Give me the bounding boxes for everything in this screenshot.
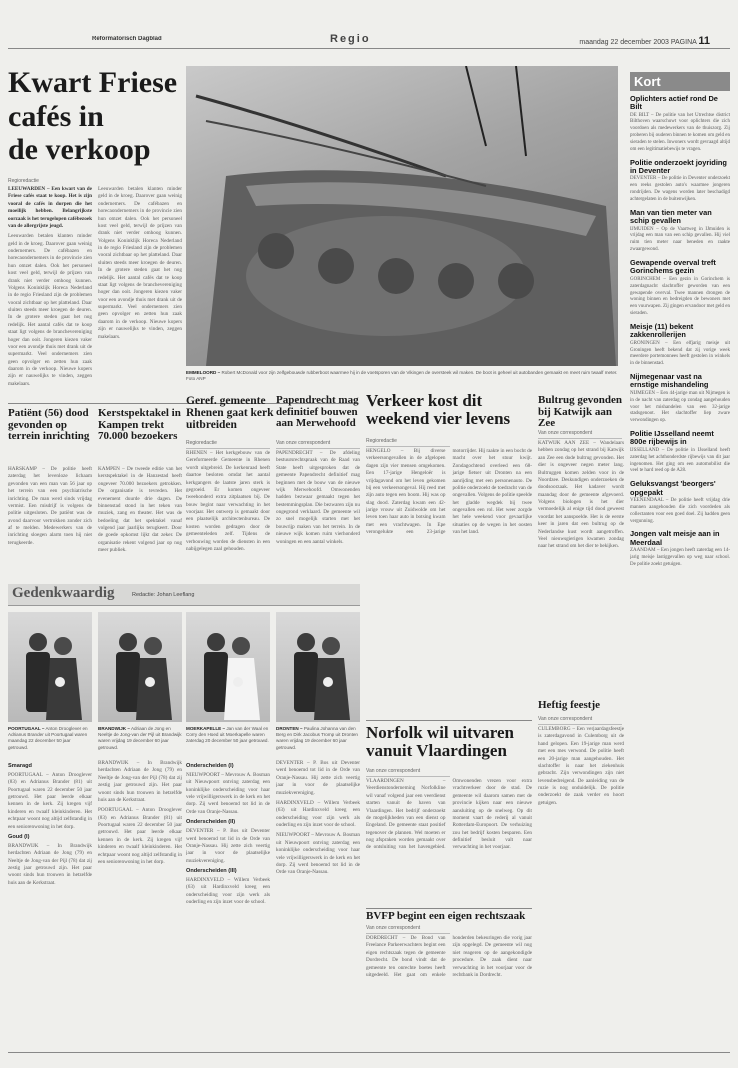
verkeer-headline: Verkeer kost dit weekend vier levens [366,392,511,428]
kort-item [630,530,730,568]
gedenk-body-smaragd: POORTUGAAL – Anton Drooglever (83) en Adrianus Brander (81) uit Poortugaal waren 22 december 50 jaar getrouwd. Het paar leerde elkaar kennen in de kerk. Zij kregen vijf kinderen en twaalf kleinkinderen. Het echtpaar woont nog altijd zelfstandig in een seniorenwoning in het dorp. [8,771,92,830]
gedenk-sub-onderscheiden3: Onderscheiden (III) [186,868,237,874]
verkeer-body: HENGELO – Bij diverse verkeersongevallen in de afgelopen dagen zijn vier mensen omgekomen. Een 17-jarige Hengeloër is vrijdagavond om het leven gekomen bij een verkeersongeval. Hij reed met zijn auto tegen een boom. Hij was op slag dood. Zaterdag kwam een 42-jarige vrouw uit Zuidwolde om het leven toen haar auto in botsing kwam met een vrachtwagen. In Epe verongelukte een 23-jarige motorrijder. Hij raakte in een bocht de macht over het stuur kwijt. Zondagochtend overleed een 68-jarige fietser uit Dronten na een aanrijding met een personenauto. De politie onderzoekt de toedracht van de ongevallen. Volgens de politie speelde het gladde wegdek bij twee ongevallen een rol. Het weer zorgde het hele weekend voor gevaarlijke situaties op de wegen in het oosten van het land. [366,448,532,536]
boat-illustration [186,66,618,366]
bvfp-headline: BVFP begint een eigen rechtszaak [366,911,526,922]
kerst-headline: Kerstspektakel in Kampen trekt 70.000 bezoekers [98,408,181,443]
kort-item-body: DE BILT – De politie van het Utrechtse district Bilthoven waarschuwt voor oplichters die zich voordoen als medewerkers van de thuiszorg. Zij proberen bij ouderen binnen te komen om geld en sieraden te stelen. Inwoners wordt gevraagd altijd om een legitimatiebewijs te vragen. [630,112,730,153]
page-date [560,35,710,47]
wedding-caption [8,726,92,758]
wedding-photo [276,612,360,722]
kort-item-body: IJMUIDEN – Op de Vaartweg in IJmuiden is vrijdag een man van een schip gevallen. Hij viel ruim tien meter naar beneden en raakte zwaargewond. [630,226,730,253]
heftig-headline: Heftig feestje [538,700,600,711]
gedenk-sub-onderscheiden2: Onderscheiden (II) [186,819,236,826]
kort-item-title: Meisje (11) bekent zakkenrollerijen [630,322,694,340]
geref-headline: Geref. gemeente Rhenen gaat kerk uitbreiden [186,395,274,432]
kort-item-title: Jongen valt meisje aan in Meerdaal [630,529,720,547]
kort-item-body: GORINCHEM – Een gezin in Gorinchem is zaterdagnacht slachtoffer geworden van een gewapende overval. Twee mannen drongen de woning binnen en bedreigden de bewoners met een vuurwapen. Zij gingen ervandoor met geld en sieraden. [630,276,730,317]
cafes-headline [8,66,186,167]
gedenk-sub-onderscheiden1: Onderscheiden (I) [186,763,234,769]
cafes-body: Leeuwarden betalen klanten minder geld in de kroeg. Daarover gaan weinig ondernemers. De cafébazen en horecaondernemers in de provincie zien hun omzet dalen. Ook het personeel kost veel geld, terwijl de prijzen van drank niet verder omhoog kunnen. Volgens Koninklijk Horeca Nederland in de regio Friesland zijn de problemen vooral zichtbaar op het platteland. Daar sluiten steeds meer kroegen de deuren. In de grotere steden gaat het nog redelijk. Het aantal cafés dat te koop staat ligt volgens de branchevereniging hoger dan ooit. Jongeren kiezen vaker voor een avondje thuis met drank uit de supermarkt. Veel ondernemers zien geen opvolger en zetten hun zaak daarom in de verkoop. Nieuwe kopers zijn er nauwelijks te vinden, zeggen makelaars. [8,233,92,387]
gedenk-sub-smaragd: Smaragd [8,763,32,769]
heftig-byline: Van onze correspondent [538,716,622,725]
wedding-photo [8,612,92,722]
norfolk-headline: Norfolk wil uitvaren vanuit Vlaardingen [366,724,514,760]
kort-item-title: Politie onderzoekt joyriding in Deventer [630,157,727,176]
bultrug-headline: Bultrug gevonden bij Katwijk aan Zee [538,395,623,430]
patient-headline: Patiënt (56) dood gevonden op terrein inrichting [8,408,90,443]
gedenk-body-onderscheiden1-cont: NIEUWPOORT – Mevrouw A. Bosman uit Nieuwpoort ontving zaterdag een koninklijke onderscheiding voor haar vele vrijwilligerswerk in de kerk en het dorp. Zij werd benoemd tot lid in de Orde van Oranje-Nassau. [276,832,360,876]
section-title: Regio [330,33,371,45]
header-rule [8,48,730,49]
gedenk-body-onderscheiden3: HARDINXVELD – Willem Verbeek (63) uit Hardinxveld kreeg een onderscheiding voor zijn werk als ouderling en zijn inzet voor de school. [186,876,270,906]
norfolk-byline: Van onze correspondent [366,768,450,777]
papendrecht-byline: Van onze correspondent [276,440,360,449]
kort-item [630,430,730,475]
main-photo-caption [186,370,618,388]
gedenk-body-goud1-cont: BRANDWIJK – In Brandwijk herdachten Adriaan de Jong (79) en Neeltje de Jong-van der Pijl (78) dat zij zestig jaar getrouwd zijn. Het paar woont sinds hun trouwen in hetzelfde huis aan de Kerkstraat. [98,760,182,803]
gedenk-col4 [276,760,360,1060]
wedding-caption-place: BRANDWIJK – [98,726,130,731]
kort-item [630,480,730,525]
bvfp-byline: Van onze correspondent [366,925,450,934]
papendrecht-headline: Papendrecht mag definitief bouwen aan Merwehoofd [276,395,359,430]
gedenk-sub-goud1: Goud (I) [8,833,30,840]
kort-item [630,373,730,425]
page-number: 11 [698,35,710,47]
cafes-headline-line3: de verkoop [8,133,151,167]
kort-item [630,323,730,368]
kort-item-title: Geluksvangst 'beorgers' opgepakt [630,479,716,497]
kort-item-title: Gewapende overval treft Gorinchems gezin [630,258,716,276]
kort-item [630,209,730,254]
bultrug-body: KATWIJK AAN ZEE – Wandelaars hebben zondag op het strand bij Katwijk aan Zee een dode bultrug gevonden. Het dier is ongeveer negen meter lang. Bultruggen komen zelden voor in de Noordzee. Deskundigen onderzoeken de doodsoorzaak. Het kadaver wordt maandag door de gemeente afgevoerd. Volgens biologen is het dier vermoedelijk al enige tijd dood geweest voordat het aanspoelde. Het is de eerste keer in jaren dat een bultrug op de Nederlandse kust wordt aangetroffen. Veel nieuwsgierigen kwamen zondag naar het strand om het dier te bekijken. [538,440,624,550]
wedding-caption-text: Paulina Johanna van den Berg en Dirk Jacobus Tromp uit Dronten waren vrijdag 19 december 60 jaar getrouwd. [276,726,358,750]
gedenk-title: Gedenkwaardig [12,585,115,601]
gedenk-col2 [98,760,182,1060]
kort-item-body: NIJMEGEN – Een 44-jarige man uit Nijmegen is in de nacht van zaterdag op zondag aangehouden voor het mishandelen van een 32-jarige stadsgenoot. Het slachtoffer liep zware verwondingen op. [630,390,730,424]
wedding-caption-text: Adriaan de Jong en Neeltje de Jong-van der Pijl uit Brandwijk waren vrijdag 19 december 60 jaar getrouwd. [98,726,182,750]
main-photo [186,66,618,366]
gedenk-col1 [8,760,92,1060]
kort-item-body: DEVENTER – De politie in Deventer onderzoekt een reeks gestolen auto's waarmee jongeren rondrijden. De wagens worden later beschadigd achtergelaten in de buitenwijken. [630,176,730,203]
verkeer-byline: Regioredactie [366,438,450,447]
gedenk-col3 [186,760,270,1060]
kort-item-title: Politie IJsselland neemt 800e rijbewijs in [630,429,714,447]
papendrecht-body: PAPENDRECHT – De afdeling bestuursrechtspraak van de Raad van State heeft uitgesproken dat de gemeente Papendrecht definitief mag beginnen met de bouw van de nieuwe wijk Merwehoofd. Omwonenden hadden bezwaar gemaakt tegen het bestemmingsplan. Die bezwaren zijn nu ongegrond verklaard. De gemeente wil zo snel mogelijk starten met het bouwrijp maken van het terrein. In de nieuwe wijk komen ruim vierhonderd woningen en een aantal winkels. [276,450,360,545]
wedding-photo [98,612,182,722]
kort-bar: Kort [630,72,730,91]
kort-item-title: Oplichters actief rond De Bilt [630,94,718,112]
kort-item-body: ZAANDAM – Een jongen heeft zaterdag een 14-jarig meisje lastiggevallen op weg naar school. De politie zoekt getuigen. [630,548,730,567]
cafes-byline: Regioredactie [8,178,39,184]
footer-rule [8,1052,730,1053]
wedding-caption-place: MOERKAPELLE – [186,726,226,731]
kort-item-body: IJSSELLAND – De politie in IJsselland heeft zaterdag het achthonderdste rijbewijs van dit jaar ingenomen. Het ging om een automobilist die veel te hard reed op de A28. [630,447,730,474]
kort-item [630,259,730,318]
wedding-caption-text: Anton Drooglever en Adrianus Brander uit Poortugaal waren maandag 22 december 50 jaar getrouwd. [8,726,88,750]
bultrug-byline: Van onze correspondent [538,430,622,439]
bvfp-body: DORDRECHT – De Bond van Freelance Parkeerwachters begint een eigen rechtszaak tegen de gemeente Dordrecht. De bond vindt dat de gemeente ten onrechte boetes heeft uitgedeeld. Het gaat om enkele honderden bekeuringen die vorig jaar zijn opgelegd. De gemeente wil nog niet reageren op de aangekondigde procedure. De zaak dient naar verwachting in het voorjaar voor de rechtbank in Dordrecht. [366,935,532,978]
kort-item-title: Nijmegenaar vast na ernstige mishandeling [630,372,709,390]
date-text: maandag 22 december 2003 [579,39,669,46]
gedenk-body-goud1: BRANDWIJK – In Brandwijk herdachten Adriaan de Jong (79) en Neeltje de Jong-van der Pijl (78) dat zij zestig jaar getrouwd zijn. Het paar woont sinds hun trouwen in hetzelfde huis aan de Kerkstraat. [8,842,92,886]
norfolk-rule [366,720,532,721]
gedenk-bar [8,584,360,606]
caption-text: Robert McDonald voor zijn zelfgebouwde rubberboot waarmee hij in de voetsporen van de Vikingen de oversteek wil maken. De boot is geheel uit autobanden gemaakt en meet ruim twaalf meter. Foto ANP [186,370,618,382]
kort-item-title: Man van tien meter van schip gevallen [630,208,712,226]
kort-item [630,95,730,154]
wedding-caption [186,726,270,758]
cafes-intro: LEEUWARDEN – Een kwart van de Friese cafés staat te koop. Het is zijn vooral de cafés in dorpen die het moeilijk hebben. Belangrijkste oorzaak is het terugelopen cafébezoek van de allergrijste jeugd. [8,186,92,229]
geref-byline: Regioredactie [186,440,270,449]
norfolk-body: VLAARDINGEN – Veerdienstonderneming Norfolkline wil vanaf volgend jaar een veerdienst starten vanuit de haven van Vlaardingen. Het bedrijf onderzoekt de mogelijkheden van een dienst op Engeland. De gemeente staat positief tegenover de plannen. Wel moeten er nog afspraken worden gemaakt over de ontsluiting van het havengebied. Omwonenden vrezen voor extra vrachtverkeer door de stad. De gemeente wil daarom samen met de provincie kijken naar een nieuwe aansluiting op de snelweg. Op dit moment vaart de rederij al vanuit Rotterdam-Europoort. De verhuizing zou het bedrijf kosten besparen. Een definitief besluit valt naar verwachting in het voorjaar. [366,778,532,851]
wedding-caption-text: Jan van der Waal en Corry den Hoed uit Moerkapelle waren zaterdag 20 december 50 jaar getrouwd. [186,726,269,744]
wedding-caption [276,726,360,758]
kort-list [630,90,730,1058]
geref-body: RHENEN – Het kerkgebouw van de Gereformeerde Gemeente in Rhenen wordt uitgebreid. De kerkenraad heeft daartoe besloten omdat het aantal kerkgangers de laatste jaren sterk is gegroeid. Er komen ongeveer tweehonderd extra zitplaatsen bij. De bouw begint naar verwachting in het voorjaar. Het ontwerp is gemaakt door een plaatselijk architectenbureau. De kosten worden gedragen door de gemeenteleden zelf. Tijdens de verbouwing worden de diensten in een nabijgelegen zaal gehouden. [186,450,270,552]
gedenk-body-smaragd-cont: POORTUGAAL – Anton Drooglever (83) en Adrianus Brander (81) uit Poortugaal waren 22 december 50 jaar getrouwd. Het paar leerde elkaar kennen in de kerk. Zij kregen vijf kinderen en twaalf kleinkinderen. Het echtpaar woont nog altijd zelfstandig in een seniorenwoning in het dorp. [98,807,182,865]
newspaper-name: Reformatorisch Dagblad [92,36,162,42]
cafes-body-col1 [8,186,92,400]
patient-body: HARSKAMP – De politie heeft zaterdag het levenloze lichaam gevonden van een man van 56 jaar op het terrein van een psychiatrische inrichting. De man werd sinds vrijdag vermist. Een misdrijf is volgens de politie uitgesloten. De patiënt was de avond daarvoor vertrokken zonder zich af te melden. Medewerkers van de inrichting sloegen alarm toen hij niet terugkeerde. [8,466,92,546]
gedenk-editor: Redactie: Johan Leeflang [132,592,195,598]
kort-item-body: GRONINGEN – Een elfjarig meisje uit Groningen heeft bekend dat zij vorige week meerdere portemonnees heeft gestolen in winkels in de binnenstad. [630,340,730,367]
cafes-headline-line2: cafés in [8,99,104,133]
gedenk-body-onderscheiden1: NIEUWPOORT – Mevrouw A. Bosman uit Nieuwpoort ontving zaterdag een koninklijke onderscheiding voor haar vele vrijwilligerswerk in de kerk en het dorp. Zij werd benoemd tot lid in de Orde van Oranje-Nassau. [186,771,270,815]
caption-place: EMMELOORD – [186,370,221,375]
wedding-caption-place: POORTUGAAL – [8,726,45,731]
gedenk-body-onderscheiden3-cont: HARDINXVELD – Willem Verbeek (63) uit Hardinxveld kreeg een onderscheiding voor zijn werk als ouderling en zijn inzet voor de school. [276,799,360,828]
cafes-headline-line1: Kwart Friese [8,66,178,99]
heftig-body: CULEMBORG – Een verjaardagsfeestje is zaterdagavond in Culemborg uit de hand gelopen. Een 19-jarige man werd met een mes verwond. De politie heeft een 20-jarige man aangehouden. Het slachtoffer is naar het ziekenhuis gebracht. Zijn verwondingen zijn niet levensbedreigend. De aanleiding van de ruzie is nog onduidelijk. De politie onderzoekt de zaak verder en hoort getuigen. [538,726,624,806]
gedenk-body-onderscheiden2: DEVENTER – P. Bos uit Deventer werd benoemd tot lid in de Orde van Oranje-Nassau. Hij zette zich veertig jaar in voor de plaatselijke muziekvereniging. [186,828,270,864]
kort-item-body: VEENENDAAL – De politie heeft vrijdag drie mannen aangehouden die zich voordeden als collectanten voor een goed doel. Zij hadden geen vergunning. [630,497,730,524]
cafes-body-col2 [98,186,182,400]
wedding-caption-place: DRONTEN – [276,726,303,731]
gedenk-body-onderscheiden2-cont: DEVENTER – P. Bos uit Deventer werd benoemd tot lid in de Orde van Oranje-Nassau. Hij zette zich veertig jaar in voor de plaatselijke muziekvereniging. [276,760,360,796]
wedding-caption [98,726,182,758]
page-label: PAGINA [670,39,697,46]
bvfp-rule [366,908,532,909]
kort-item [630,159,730,204]
wedding-photo [186,612,270,722]
kerst-body: KAMPEN – De tweede editie van het kerstspektakel in de Hanzestad heeft ongeveer 70.000 bezoekers getrokken. De organisatie is tevreden. Het evenement duurde drie dagen. De binnenstad stond in het teken van muziek, zang en theater. Het was de bedoeling dat het spektakel vanaf volgend jaar jaarlijks terugkeert. Door de goede opkomst lijkt dat zeker. De organisatie rekent volgend jaar op nog meer publiek. [98,466,182,554]
cafes-body-continued: Leeuwarden betalen klanten minder geld in de kroeg. Daarover gaan weinig ondernemers. De cafébazen en horecaondernemers in de provincie zien hun omzet dalen. Ook het personeel kost veel geld, terwijl de prijzen van drank niet verder omhoog kunnen. Volgens Koninklijk Horeca Nederland in de regio Friesland zijn de problemen vooral zichtbaar op het platteland. Daar sluiten steeds meer kroegen de deuren. In de grotere steden gaat het nog redelijk. Het aantal cafés dat te koop staat ligt volgens de branchevereniging hoger dan ooit. Jongeren kiezen vaker voor een avondje thuis met drank uit de supermarkt. Veel ondernemers zien geen opvolger en zetten hun zaak daarom in de verkoop. Nieuwe kopers zijn er nauwelijks te vinden, zeggen makelaars. [98,186,182,340]
